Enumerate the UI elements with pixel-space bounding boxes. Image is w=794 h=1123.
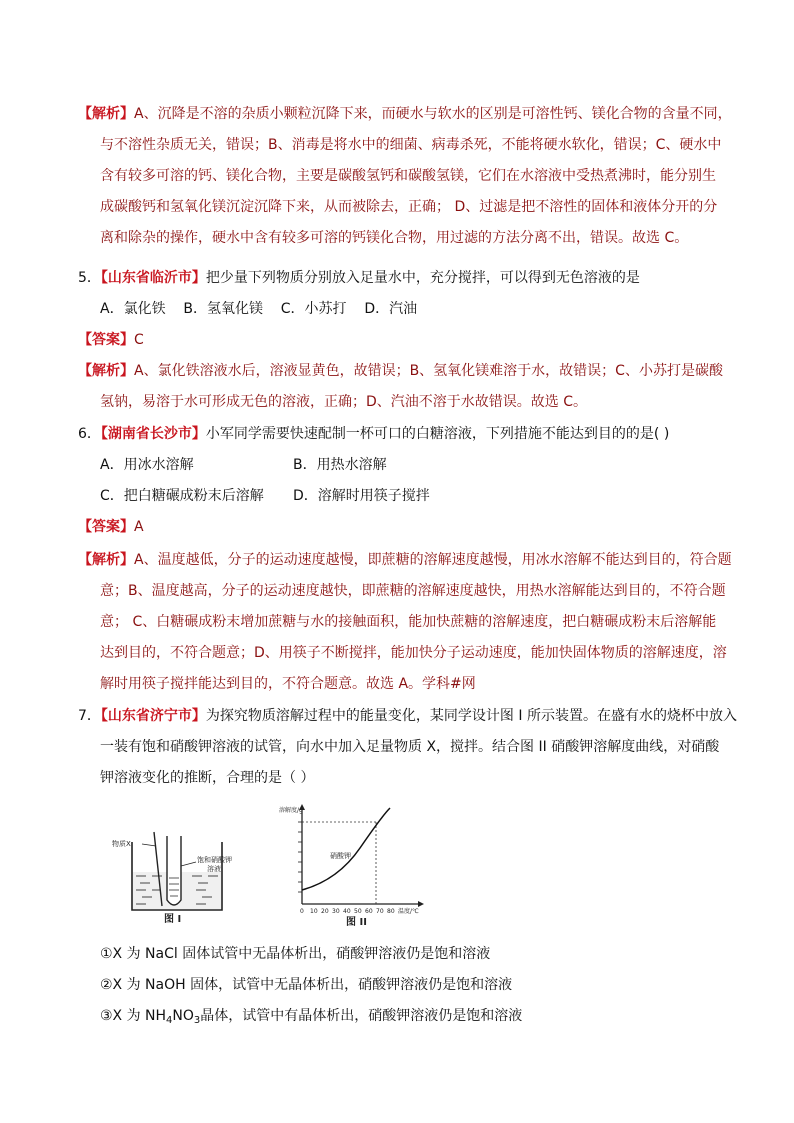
figure-2-caption: 图 II [346, 917, 367, 928]
solubility-curve [302, 808, 390, 890]
x-tick-labels [300, 908, 395, 915]
svg-text:10: 10 [310, 908, 318, 915]
q7-stem-line-3: 钾溶液变化的推断，合理的是（ ） [100, 770, 315, 786]
x-axis-arrow [418, 901, 424, 907]
q6-explanation-line-1: 【解析】A、温度越低，分子的运动速度越慢，即蔗糖的溶解速度越慢，用冰水溶解不能达到目的，符合题 [78, 552, 732, 568]
label-substance-x: 物质X [112, 840, 131, 848]
svg-text:70: 70 [376, 908, 384, 915]
q4-explanation-line-5: 离和除杂的操作，硬水中含有较多可溶的钙镁化合物，用过滤的方法分离不出，错误。故选 C。 [100, 230, 689, 246]
figure-1-apparatus [112, 828, 262, 924]
svg-text:20: 20 [321, 908, 329, 915]
svg-text:0: 0 [300, 908, 304, 915]
q6-option-c: C．把白糖碾成粉末后溶解 [100, 488, 264, 504]
q6-option-d: D．溶解时用筷子搅拌 [293, 488, 430, 504]
q6-explanation-line-3: 意； C、白糖碾成粉末增加蔗糖与水的接触面积，能加快蔗糖的溶解速度，把白糖碾成粉末后溶解能 [100, 614, 717, 630]
q5-explanation-line-2: 氢钠，易溶于水可形成无色的溶液，正确；D、汽油不溶于水故错误。故选 C。 [100, 394, 588, 410]
svg-text:80: 80 [387, 908, 395, 915]
q6-explanation-line-4: 达到目的，不符合题意；D、用筷子不断搅拌，能加快分子运动速度，能加快固体物质的溶解速度，溶 [100, 645, 727, 661]
svg-text:30: 30 [332, 908, 340, 915]
curve-label: 硝酸钾 [330, 852, 351, 860]
q5-answer: 【答案】C [78, 332, 144, 348]
svg-text:40: 40 [343, 908, 351, 915]
label-saturated-solution-1: 饱和硝酸钾 [197, 856, 232, 864]
q6-explanation-line-5: 解时用筷子搅拌能达到目的，不符合题意。故选 A。学科#网 [100, 676, 476, 692]
figure-2-solubility-curve [278, 800, 430, 928]
q7-statement-3: ③X 为 $NH_4NO_3$晶体，试管中有晶体析出，硝酸钾溶液仍是饱和溶液 [100, 1008, 523, 1026]
q6-option-b: B．用热水溶解 [293, 457, 387, 473]
svg-text:50: 50 [354, 908, 362, 915]
q7-source: 【山东省济宁市】 [100, 708, 206, 724]
q7-stem-line-2: 一装有饱和硝酸钾溶液的试管，向水中加入足量物质 X，搅拌。结合图 II 硝酸钾溶解度曲线，对硝酸 [100, 739, 720, 755]
beaker-diagram [112, 828, 262, 924]
q7-stem-line-1: 7．【山东省济宁市】为探究物质溶解过程中的能量变化，某同学设计图 I 所示装置。在盛有水的烧杯中放入 [78, 708, 737, 724]
q6-option-a: A．用冰水溶解 [100, 457, 194, 473]
q6-answer: 【答案】A [78, 519, 144, 535]
figure-1-caption: 图 I [164, 914, 182, 924]
q6-source: 【湖南省长沙市】 [100, 426, 206, 442]
y-axis-label: 溶解度/g [279, 807, 303, 814]
q4-explanation-line-1: 【解析】A、沉降是不溶的杂质小颗粒沉降下来，而硬水与软水的区别是可溶性钙、镁化合物的含量不同， [78, 106, 732, 122]
explanation-tag: 【解析】 [78, 106, 134, 122]
q4-explanation-line-2: 与不溶性杂质无关，错误；B、消毒是将水中的细菌、病毒杀死，不能将硬水软化，错误；C、硬水中 [100, 137, 722, 153]
q5-stem: 5．【山东省临沂市】把少量下列物质分别放入足量水中，充分搅拌，可以得到无色溶液的是 [78, 270, 640, 286]
q6-stem: 6．【湖南省长沙市】小军同学需要快速配制一杯可口的白糖溶液，下列措施不能达到目的的是( ) [78, 426, 670, 442]
q5-explanation-line-1: 【解析】A、氯化铁溶液水后，溶液显黄色，故错误；B、氢氧化镁难溶于水，故错误；C、小苏打是碳酸 [78, 363, 723, 379]
q7-statement-2: ②X 为 NaOH 固体，试管中无晶体析出，硝酸钾溶液仍是饱和溶液 [100, 977, 513, 993]
q7-statement-1: ①X 为 NaCl 固体试管中无晶体析出，硝酸钾溶液仍是饱和溶液 [100, 946, 491, 962]
solubility-chart [278, 800, 430, 928]
q5-source: 【山东省临沂市】 [100, 270, 206, 286]
q4-explanation-line-4: 成碳酸钙和氢氧化镁沉淀沉降下来，从而被除去，正确； D、过滤是把不溶性的固体和液体分开的分 [100, 199, 718, 215]
q4-explanation-line-3: 含有较多可溶的钙、镁化合物，主要是碳酸氢钙和碳酸氢镁，它们在水溶液中受热煮沸时，能分别生 [100, 168, 716, 184]
svg-text:60: 60 [365, 908, 373, 915]
q5-options: A．氯化铁 B．氢氧化镁 C．小苏打 D．汽油 [100, 301, 418, 317]
x-axis-label: 温度/℃ [398, 908, 419, 915]
q6-explanation-line-2: 意；B、温度越高，分子的运动速度越快，即蔗糖的溶解速度越快，用热水溶解能达到目的，不符合题 [100, 583, 726, 599]
label-saturated-solution-2: 溶液 [207, 865, 221, 873]
test-tube [167, 836, 181, 905]
